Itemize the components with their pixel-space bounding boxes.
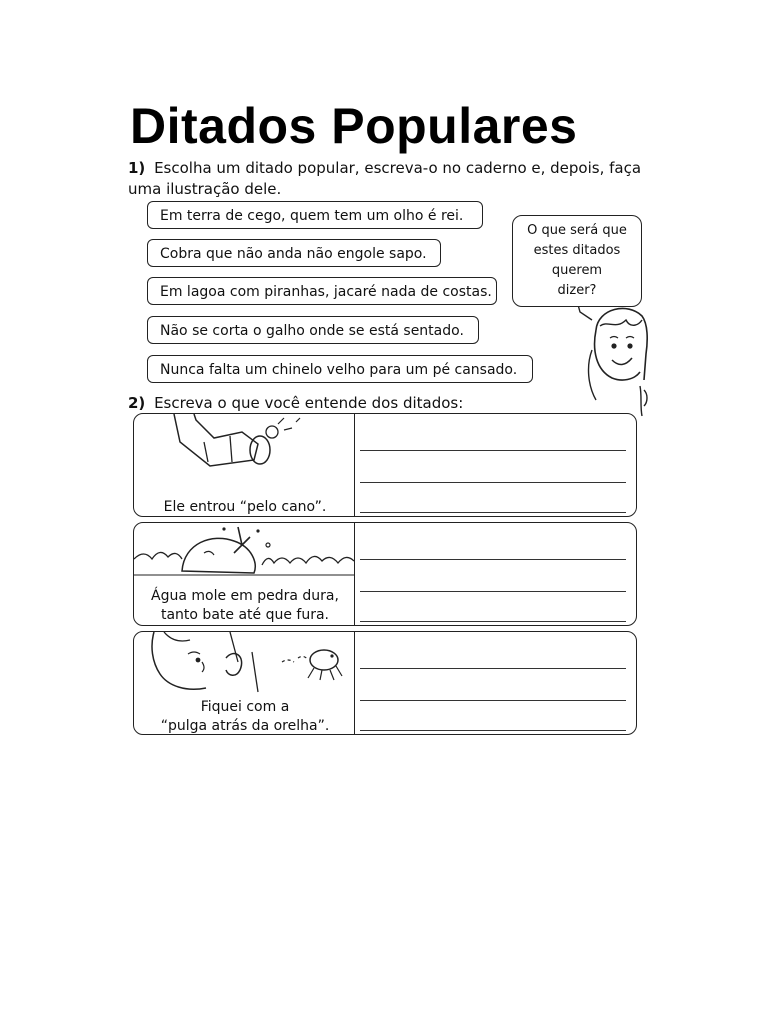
writing-line[interactable] [360,512,626,513]
question-1-text: Escolha um ditado popular, escreva-o no caderno e, depois, faça uma ilustração dele. [128,159,642,198]
panel-divider [354,414,355,516]
panel-caption: Ele entrou “pelo cano”. [163,499,327,515]
saying-panel [133,522,637,626]
panel-caption: Fiquei com a [200,699,290,715]
writing-line[interactable] [360,450,626,451]
question-2-number: 2) [128,394,146,412]
speech-bubble-line: dizer? [557,283,597,298]
saying-panel [133,413,637,517]
speech-bubble [512,215,642,307]
saying-panel [133,631,637,735]
writing-line[interactable] [360,591,626,592]
writing-line[interactable] [360,621,626,622]
question-2 [128,393,628,413]
panel-divider [354,632,355,734]
writing-line[interactable] [360,700,626,701]
ear-flea-illustration [134,632,354,698]
speech-bubble-line: querem [551,263,603,278]
panel-divider [354,523,355,625]
pipe-illustration [134,414,354,504]
saying-box: Cobra que não anda não engole sapo. [147,239,441,267]
question-2-text: Escreva o que você entende dos ditados: [154,394,464,412]
question-1 [128,158,648,200]
saying-box: Não se corta o galho onde se está sentado. [147,316,479,344]
question-1-number: 1) [128,159,146,177]
saying-box: Nunca falta um chinelo velho para um pé cansado. [147,355,533,383]
panel-caption: Água mole em pedra dura, [151,588,339,604]
writing-line[interactable] [360,730,626,731]
page-title: Ditados Populares [130,98,578,154]
saying-box: Em lagoa com piranhas, jacaré nada de costas. [147,277,497,305]
speech-bubble-line: estes ditados [533,243,621,258]
writing-line[interactable] [360,668,626,669]
panel-caption: “pulga atrás da orelha”. [160,718,330,734]
speech-bubble-line: O que será que [527,223,627,238]
panel-caption: tanto bate até que fura. [160,607,329,623]
writing-line[interactable] [360,559,626,560]
water-stone-illustration [134,523,354,583]
saying-box: Em terra de cego, quem tem um olho é rei. [147,201,483,229]
writing-line[interactable] [360,482,626,483]
